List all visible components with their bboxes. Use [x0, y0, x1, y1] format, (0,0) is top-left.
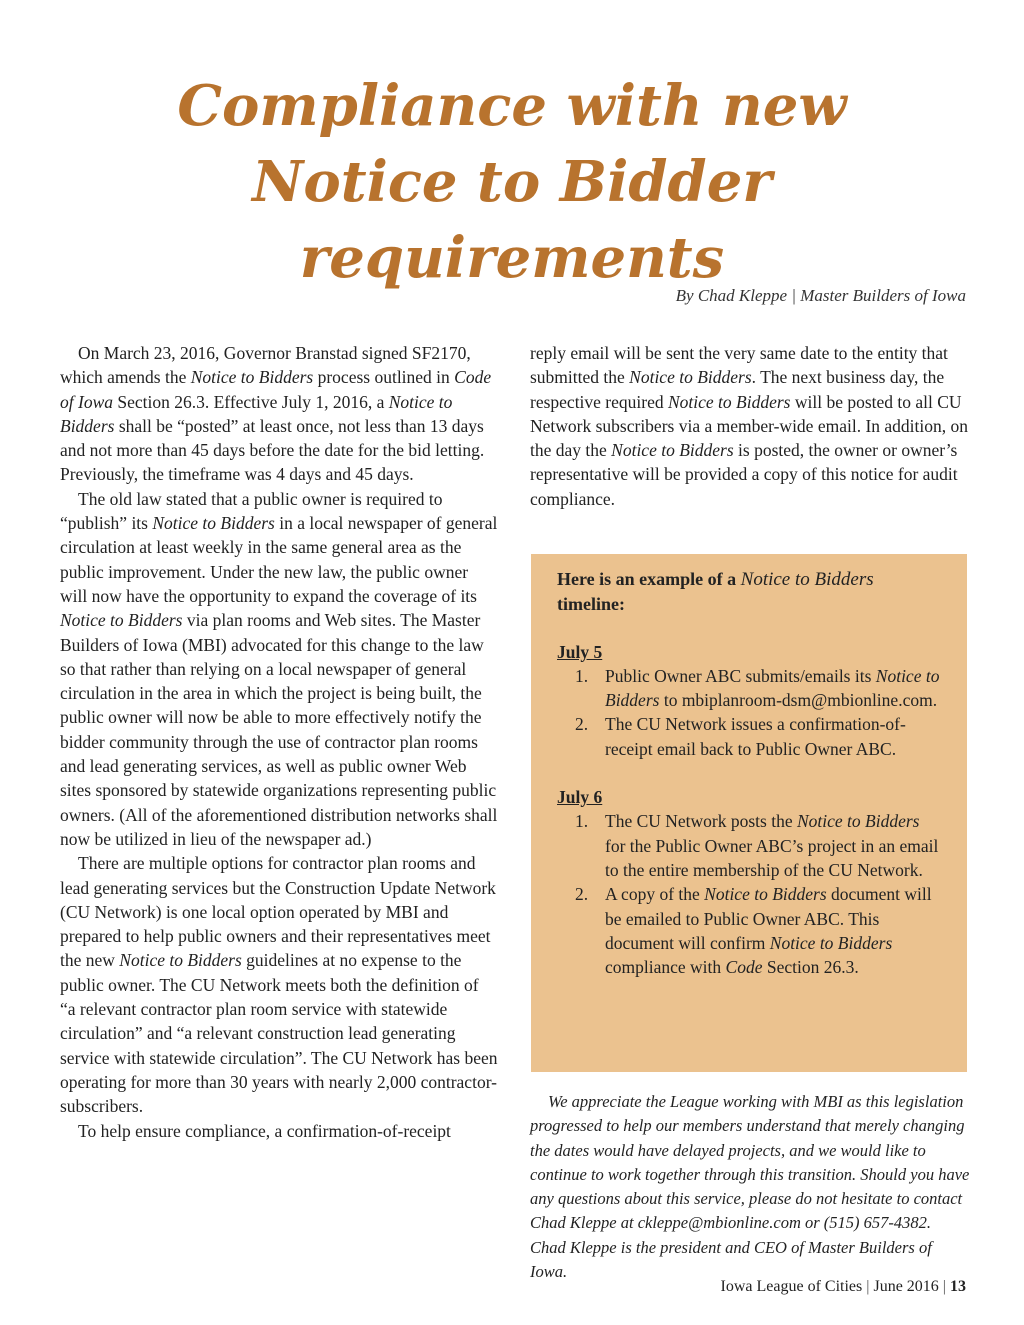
right-paragraph-1 [530, 341, 970, 511]
text-run: is posted, the owner or owner’s representative will be provided a copy of this notice for audit compliance. [530, 440, 958, 509]
italic-text: Notice to Bidders [769, 932, 893, 953]
timeline-heading-prefix: Here is an example of a [557, 569, 741, 589]
text-run: will be posted to all CU Network subscribers via a member-wide email. In addition, on the day the [530, 391, 968, 461]
text-run: reply email will be sent the very same date to the entity that submitted the [530, 343, 948, 388]
text-run: There are multiple options for contractor plan rooms and lead generating services but the Construction Update Network (CU Network) is one local option operated by MBI and prepared to help public owners and their representatives meet the new [60, 853, 496, 971]
right-column [530, 341, 970, 511]
text-run: Section 26.3. [762, 957, 859, 978]
timeline-item [557, 664, 943, 713]
text-run: A copy of the [605, 884, 705, 905]
left-paragraph-3 [60, 851, 498, 1118]
text-run: via plan rooms and Web sites. The Master Builders of Iowa (MBI) advocated for this change to the law so that rather than relying on a local newspaper of general circulation in the area in which the project is being built, the public owner will now be able to more effectively notify the bidder community through the use of contractor plan rooms and lead generating services, as well as public owner Web sites sponsored by statewide organizations representing public owners. (All of the aforementioned distribution networks shall now be utilized in lieu of the newspaper ad.) [60, 610, 498, 849]
left-paragraph-2 [60, 487, 498, 851]
text-run: Public Owner ABC submits/emails its [605, 665, 876, 686]
timeline-heading-suffix: timeline: [557, 594, 625, 615]
text-run: The old law stated that a public owner is required to “publish” its [60, 488, 443, 534]
text-run: The CU Network posts the [605, 811, 797, 832]
article-title [80, 68, 944, 296]
timeline-item-number: 2. [575, 714, 589, 735]
text-run: for the Public Owner ABC’s project in an email to the entire membership of the CU Network. [605, 835, 939, 880]
timeline-item [557, 809, 943, 882]
italic-text: Notice to Bidders [190, 367, 314, 388]
article-title-line-2: Notice to Bidder [252, 149, 772, 215]
timeline-item-number: 1. [575, 665, 589, 686]
article-title-line-1: Compliance with new [177, 73, 847, 139]
text-run: process outlined in [313, 367, 455, 388]
text-run: Section 26.3. Effective July 1, 2016, a [113, 391, 389, 412]
page-footer [721, 1278, 966, 1296]
timeline-item-text [605, 666, 939, 710]
timeline-list-july-6 [557, 809, 943, 979]
italic-text: Notice to Bidders [667, 391, 791, 412]
footer-separator: | [942, 1278, 946, 1295]
footer-issue: June 2016 [873, 1278, 939, 1295]
text-run: guidelines at no expense to the public owner. The CU Network meets both the definition of “a relevant contractor plan room service with statewide circulation” and “a relevant construction lead generating service with statewide circulation”. The CU Network has been operating for more than 30 years with nearly 2,000 contractor- subscribers. [60, 950, 498, 1117]
timeline-item-text [605, 811, 938, 880]
byline: By Chad Kleppe | Master Builders of Iowa [675, 286, 966, 305]
left-column [60, 341, 498, 1143]
italic-text: Notice to Bidders [611, 440, 734, 461]
left-paragraph-4 [60, 1119, 498, 1143]
text-run: to mbiplanroom-dsm@mbionline.com. [659, 690, 938, 711]
timeline-date-july-5: July 5 [557, 641, 603, 662]
text-run: compliance with [605, 957, 726, 978]
text-run: To help ensure compliance, a confirmation-of-receipt [78, 1120, 451, 1141]
text-run: The CU Network issues a confirmation-of-receipt email back to Public Owner ABC. [605, 714, 906, 759]
timeline-item [557, 882, 943, 979]
text-run: . The next business day, the respective required [530, 367, 945, 412]
timeline-date-july-6: July 6 [557, 787, 603, 808]
timeline-item-text [605, 714, 906, 758]
timeline-box [531, 554, 967, 1072]
timeline-heading-italic: Notice to Bidders [740, 569, 874, 590]
article-title-line-3: requirements [299, 225, 725, 291]
left-paragraph-1 [60, 341, 498, 487]
italic-text: Notice to Bidders [152, 513, 275, 534]
italic-text: Notice to Bidders [605, 665, 940, 711]
closing-paragraph: We appreciate the League working with MBI as this legislation progressed to help our members understand that merely changing the dates would have delayed projects, and we would like to continue to work together through this transition. Should you have any questions about this service, please do not hesitate to contact Chad Kleppe at ckleppe@mbionline.com or (515) 657-4382. Chad Kleppe is the president and CEO of Master Builders of Iowa. [530, 1092, 970, 1282]
italic-text: Notice to Bidders [629, 367, 752, 388]
timeline-item-number: 1. [575, 811, 589, 832]
italic-text: Notice to Bidders [60, 391, 453, 436]
timeline-item-text [605, 884, 932, 977]
text-run: in a local newspaper of general circulation at least weekly in the same general area as the public improvement. Under the new law, the public owner will now have the opportunity to expand the coverage of its [60, 513, 498, 606]
italic-text: Notice to Bidders [119, 950, 242, 971]
timeline-heading [557, 567, 943, 617]
page-number: 13 [950, 1278, 966, 1295]
closing-note [530, 1090, 970, 1284]
timeline-list-july-5 [557, 664, 943, 761]
italic-text: Notice to Bidders [60, 610, 183, 631]
footer-separator: | [866, 1278, 870, 1295]
timeline-item [557, 712, 943, 761]
timeline-item-number: 2. [575, 884, 589, 905]
text-run: shall be “posted” at least once, not less than 13 days and not more than 45 days before the date for the bid letting. Previously, the timeframe was 4 days and 45 days. [60, 415, 485, 485]
italic-text: Code [725, 957, 763, 978]
footer-publication: Iowa League of Cities [720, 1278, 863, 1295]
italic-text: Code of Iowa [60, 367, 492, 412]
text-run: On March 23, 2016, Governor Branstad signed SF2170, which amends the [60, 343, 471, 388]
italic-text: Notice to Bidders [797, 811, 920, 832]
text-run: document will be emailed to Public Owner ABC. This document will confirm [605, 884, 932, 953]
italic-text: Notice to Bidders [704, 884, 827, 905]
